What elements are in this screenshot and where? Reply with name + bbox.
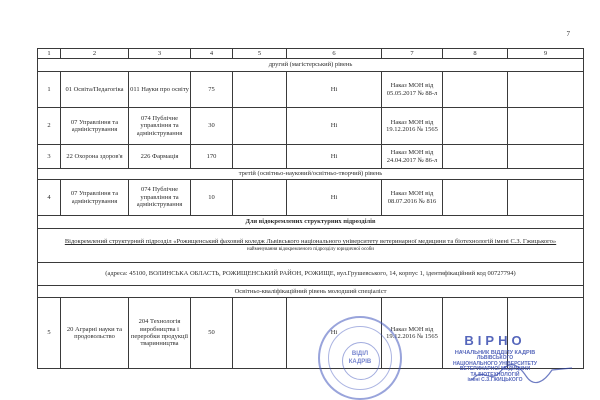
cell-col9 [508,180,584,216]
row-number: 1 [38,72,61,108]
cell-col8 [443,72,508,108]
cell-col8 [443,108,508,145]
field-of-knowledge: 22 Охорона здоров'я [61,145,129,169]
section-title-masters: другий (магістерський) рівень [38,59,584,72]
row-number: 5 [38,298,61,369]
table-row [38,180,584,216]
field-of-knowledge: 07 Управління та адміністрування [61,180,129,216]
specialty: 204 Технологія виробництва і переробки продукції тваринництва [129,298,191,369]
license-volume: 10 [191,180,233,216]
section-row-phd [38,169,584,180]
cell-col5 [233,298,287,369]
specialty: 074 Публічне управління та адміністрування [129,108,191,145]
ministry-order: Наказ МОН від 19.12.2016 № 1565 [382,108,443,145]
section-row-junior [38,286,584,298]
col-header-5: 5 [233,49,287,59]
cell-col8 [443,145,508,169]
stamp-text-line2: КАДРІВ [348,359,372,365]
unit-address: (адреса: 45100, ВОЛИНСЬКА ОБЛАСТЬ, РОЖИЩЕНСЬКИЙ РАЙОН, РОЖИЩЕ, вул.Грушевського, 14, корпус 1, ідентифікаційний код 00727794) [38,263,584,286]
col-header-7: 7 [382,49,443,59]
ministry-order: Наказ МОН від 08.07.2016 № 816 [382,180,443,216]
cell-col9 [508,72,584,108]
table-row [38,72,584,108]
unit-caption: найменування відокремленого підрозділу юридичної особи [247,246,374,252]
license-volume: 50 [191,298,233,369]
cell-col6: Ні [287,108,382,145]
separate-units-heading: Для відокремлених структурних підрозділів [38,216,584,229]
seal-verno: ВІРНО [464,333,526,348]
seal-line-6: імені С.З.ГЖИЦЬКОГО [467,377,523,384]
section-title-phd: третій (освітньо-науковий/освітньо-творчий) рівень [38,169,584,180]
column-numbers-row [38,49,584,59]
specialty: 226 Фармація [129,145,191,169]
seal-line-3: НАЦІОНАЛЬНОГО УНІВЕРСИТЕТУ [452,360,538,367]
separate-units-heading-row [38,216,584,229]
row-number: 3 [38,145,61,169]
col-header-3: 3 [129,49,191,59]
col-header-9: 9 [508,49,584,59]
table-row [38,145,584,169]
seal-line-5: ТА БІОТЕХНОЛОГІЙ [470,371,520,378]
col-header-4: 4 [191,49,233,59]
cell-col6: Ні [287,180,382,216]
unit-name-cell [38,229,584,263]
cell-col9 [508,108,584,145]
field-of-knowledge: 07 Управління та адміністрування [61,108,129,145]
specialty: 074 Публічне управління та адміністрування [129,180,191,216]
col-header-1: 1 [38,49,61,59]
certification-seal [410,334,580,384]
section-row-masters [38,59,584,72]
seal-line-2: ЛЬВІВСЬКОГО [476,355,514,362]
unit-name-row [38,229,584,263]
cell-col5 [233,72,287,108]
cell-col6: Ні [287,145,382,169]
license-volume: 170 [191,145,233,169]
cell-col5 [233,180,287,216]
ministry-order: Наказ МОН від 19.12.2016 № 1565 [382,298,443,369]
section-title-junior: Освітньо-кваліфікаційний рівень молодший спеціаліст [38,286,584,298]
cell-col5 [233,108,287,145]
cell-col5 [233,145,287,169]
unit-address-row [38,263,584,286]
col-header-8: 8 [443,49,508,59]
row-number: 4 [38,180,61,216]
row-number: 2 [38,108,61,145]
seal-line-1: НАЧАЛЬНИК ВІДДІЛУ КАДРІВ [454,350,536,357]
stamp-text-line1: ВІДІЛ [351,351,369,357]
seal-line-4: ВЕТЕРИНАРНОЇ МЕДИЦИНИ [459,366,531,373]
cell-col6: Ні [287,298,382,369]
cell-col6: Ні [287,72,382,108]
ministry-order: Наказ МОН від 24.04.2017 № 86-л [382,145,443,169]
specialty: 011 Науки про освіту [129,72,191,108]
cell-col9 [508,145,584,169]
license-table [37,48,584,369]
page-number: 7 [566,30,570,38]
cell-col8 [443,180,508,216]
ministry-order: Наказ МОН від 05.05.2017 № 88-л [382,72,443,108]
field-of-knowledge: 20 Аграрні науки та продовольство [61,298,129,369]
table-row [38,108,584,145]
license-volume: 30 [191,108,233,145]
unit-name: Відокремлений структурний підрозділ «Рожищенський фаховий коледж Львівського національного університету ветеринарної медицини та біотехнологій імені С.З. Гжицького» [64,238,557,246]
field-of-knowledge: 01 Освіта/Педагогіка [61,72,129,108]
col-header-2: 2 [61,49,129,59]
license-volume: 75 [191,72,233,108]
col-header-6: 6 [287,49,382,59]
